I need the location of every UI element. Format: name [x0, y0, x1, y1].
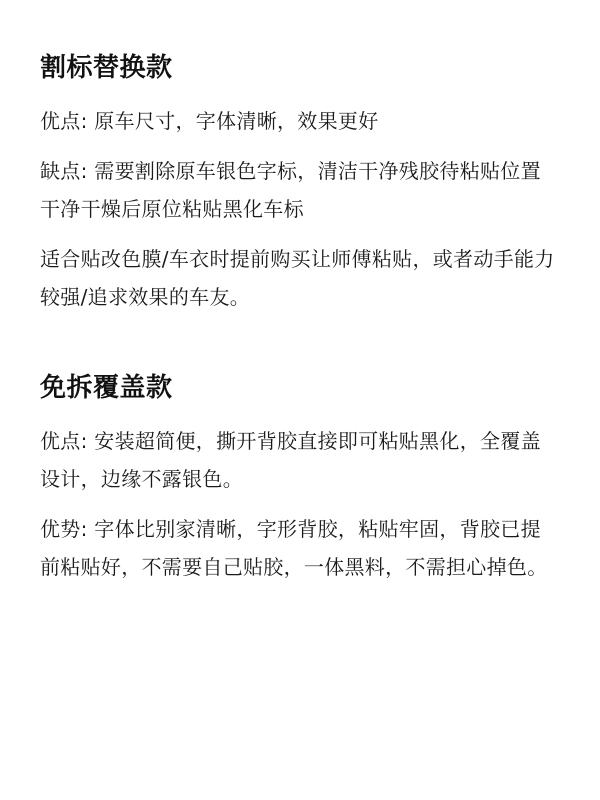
pros-paragraph: 优点: 原车尺寸，字体清晰，效果更好 [40, 109, 379, 133]
advantages-paragraph: 优势: 字体比别家清晰，字形背胶，粘贴牢固，背胶已提前粘贴好，不需要自己贴胶，一体黑料，不需担心掉色。 [40, 517, 548, 579]
section-no-removal-cover [40, 368, 560, 586]
cons-paragraph: 缺点: 需要割除原车银色字标，清洁干净残胶待粘贴位置干净干燥后原位粘贴黑化车标 [40, 159, 541, 221]
suitable-for-paragraph: 适合贴改色膜/车衣时提前购买让师傅粘贴，或者动手能力较强/追求效果的车友。 [40, 247, 555, 309]
section-title: 免拆覆盖款 [40, 373, 173, 403]
section-title: 割标替换款 [40, 53, 173, 83]
pros-paragraph: 优点: 安装超简便，撕开背胶直接即可粘贴黑化，全覆盖设计，边缘不露银色。 [40, 429, 541, 491]
section-cut-replace [40, 48, 560, 316]
